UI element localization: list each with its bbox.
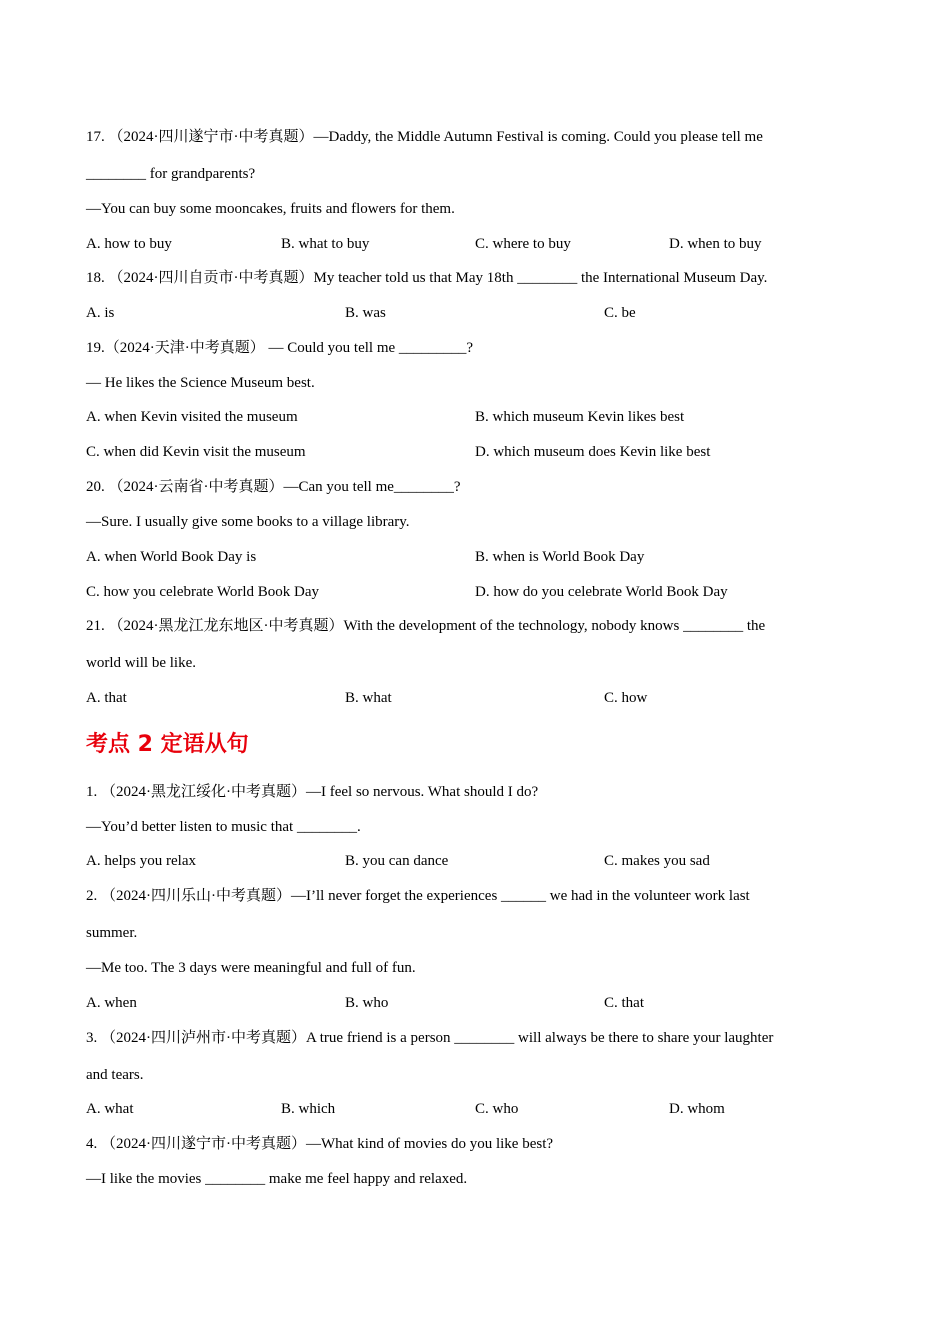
s2-q1-stem: 1. （2024·黑龙江绥化·中考真题）—I feel so nervous. What should I do? — [86, 784, 539, 800]
s2-q2-option-b: B. who — [345, 995, 389, 1011]
q21-stem-line2: world will be like. — [86, 655, 196, 671]
s2-q2-option-a: A. when — [86, 995, 137, 1011]
q17-option-a: A. how to buy — [86, 236, 172, 252]
q17-option-c: C. where to buy — [475, 236, 571, 252]
s2-q1-option-a: A. helps you relax — [86, 853, 196, 869]
q19-option-d: D. which museum does Kevin like best — [475, 444, 711, 460]
q19-answer-prompt: — He likes the Science Museum best. — [86, 375, 315, 391]
q19-option-a: A. when Kevin visited the museum — [86, 409, 298, 425]
q20-stem: 20. （2024·云南省·中考真题）—Can you tell me________? — [86, 479, 461, 495]
q17-stem-line2: ________ for grandparents? — [86, 166, 256, 182]
s2-q3-option-c: C. who — [475, 1101, 519, 1117]
q17-answer-prompt: —You can buy some mooncakes, fruits and flowers for them. — [86, 201, 455, 217]
s2-q1-option-c: C. makes you sad — [604, 853, 710, 869]
s2-q3-option-b: B. which — [281, 1101, 336, 1117]
q21-option-b: B. what — [345, 690, 392, 706]
section-heading: 考点 2 定语从句 — [86, 732, 249, 757]
q19-stem: 19.（2024·天津·中考真题） — Could you tell me _________? — [86, 340, 474, 356]
s2-q1-answer-prompt: —You’d better listen to music that ________. — [86, 819, 361, 835]
s2-q3-option-d: D. whom — [669, 1101, 725, 1117]
q17-stem-line1: 17. （2024·四川遂宁市·中考真题）—Daddy, the Middle Autumn Festival is coming. Could you please tell me — [86, 129, 763, 145]
q17-option-b: B. what to buy — [281, 236, 370, 252]
q19-option-b: B. which museum Kevin likes best — [475, 409, 685, 425]
q18-option-b: B. was — [345, 305, 386, 321]
s2-q3-stem-line1: 3. （2024·四川泸州市·中考真题）A true friend is a person ________ will always be there to share your laughter — [86, 1030, 774, 1046]
s2-q2-option-c: C. that — [604, 995, 644, 1011]
s2-q3-stem-line2: and tears. — [86, 1067, 144, 1083]
q18-stem: 18. （2024·四川自贡市·中考真题）My teacher told us that May 18th ________ the International Museum Day. — [86, 270, 768, 286]
s2-q2-answer-prompt: —Me too. The 3 days were meaningful and full of fun. — [86, 960, 416, 976]
q20-option-c: C. how you celebrate World Book Day — [86, 584, 320, 600]
q21-option-a: A. that — [86, 690, 127, 706]
q18-option-a: A. is — [86, 305, 115, 321]
s2-q4-stem: 4. （2024·四川遂宁市·中考真题）—What kind of movies do you like best? — [86, 1136, 554, 1152]
s2-q2-stem-line2: summer. — [86, 925, 138, 941]
q17-option-d: D. when to buy — [669, 236, 762, 252]
s2-q3-option-a: A. what — [86, 1101, 134, 1117]
q21-stem-line1: 21. （2024·黑龙江龙东地区·中考真题）With the development of the technology, nobody knows ________ the — [86, 618, 766, 634]
q19-option-c: C. when did Kevin visit the museum — [86, 444, 306, 460]
q20-answer-prompt: —Sure. I usually give some books to a village library. — [86, 514, 410, 530]
s2-q2-stem-line1: 2. （2024·四川乐山·中考真题）—I’ll never forget the experiences ______ we had in the volunteer work last — [86, 888, 750, 904]
q20-option-b: B. when is World Book Day — [475, 549, 645, 565]
q20-option-a: A. when World Book Day is — [86, 549, 257, 565]
q18-option-c: C. be — [604, 305, 636, 321]
s2-q1-option-b: B. you can dance — [345, 853, 449, 869]
q20-option-d: D. how do you celebrate World Book Day — [475, 584, 728, 600]
q21-option-c: C. how — [604, 690, 648, 706]
s2-q4-answer-prompt: —I like the movies ________ make me feel happy and relaxed. — [86, 1171, 468, 1187]
